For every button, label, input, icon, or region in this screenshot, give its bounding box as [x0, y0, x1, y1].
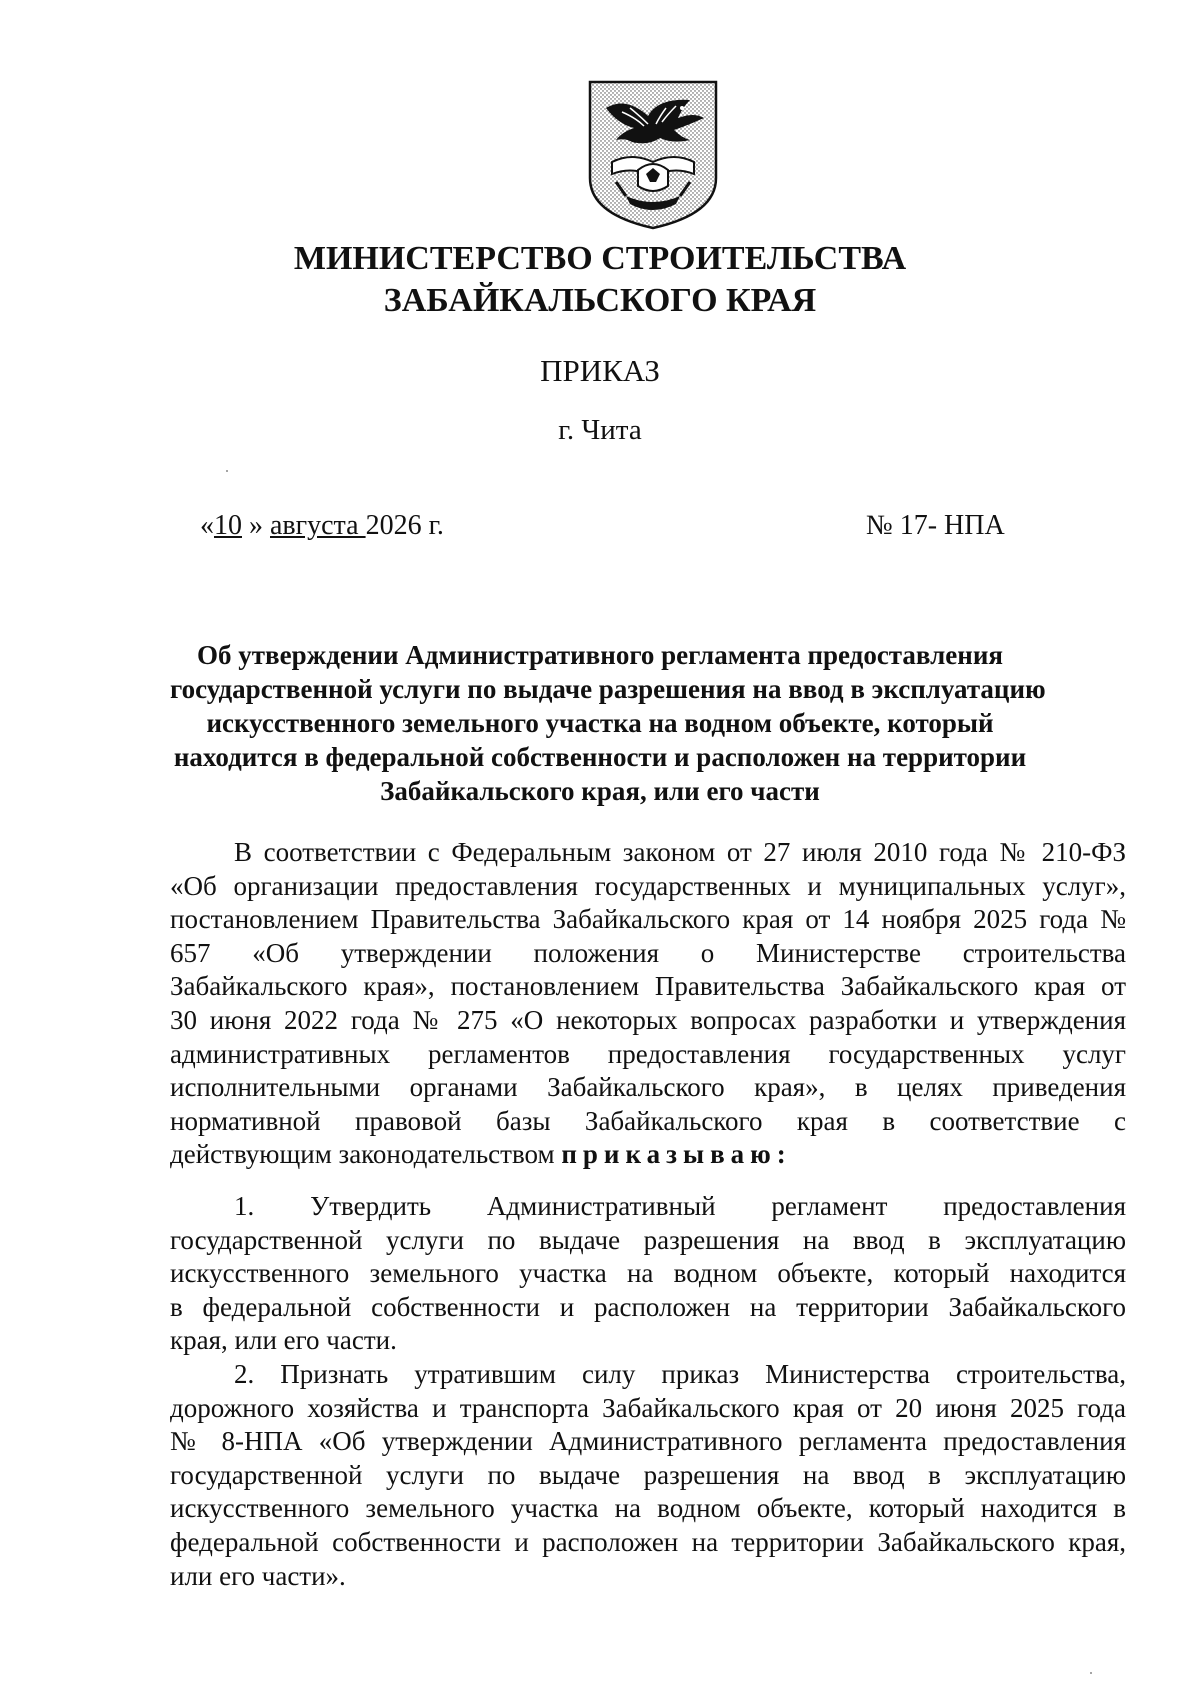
document-type-title: ПРИКАЗ [540, 353, 660, 388]
subject-line: Об утверждении Административного регламента предоставления [197, 640, 1003, 670]
preamble-paragraph [170, 836, 1126, 1172]
date-day: 10 [214, 510, 242, 541]
preamble-line: административных регламентов предоставления государственных услуг [170, 1038, 1126, 1069]
item-line: федеральной собственности и расположен на территории Забайкальского края, [170, 1526, 1126, 1557]
date-close-quote: » [242, 510, 270, 541]
date-year: 2026 г. [365, 510, 444, 541]
order-item-1 [170, 1190, 1126, 1358]
order-number: № 17- НПА [866, 510, 1005, 541]
preamble-line: В соответствии с Федеральным законом от 27 июля 2010 года № 210-ФЗ [234, 837, 1126, 867]
date-month: августа [270, 510, 366, 541]
preamble-line [170, 1138, 1126, 1172]
item-line: 2. Признать утратившим силу приказ Министерства строительства, [234, 1359, 1126, 1389]
item-line: или его части». [170, 1560, 346, 1591]
preamble-line: «Об организации предоставления государственных и муниципальных услуг», [170, 870, 1126, 901]
item-line: № 8-НПА «Об утверждении Административного регламента предоставления [170, 1426, 1126, 1457]
order-verb: приказываю: [561, 1139, 792, 1170]
item-line: искусственного земельного участка на водном объекте, который находится [170, 1258, 1126, 1289]
preamble-line: 30 июня 2022 года № 275 «О некоторых вопросах разработки и утверждения [170, 1004, 1126, 1035]
order-date [200, 508, 444, 544]
coat-of-arms-icon [586, 78, 720, 232]
item-line: края, или его части. [170, 1325, 397, 1356]
item-line: государственной услуги по выдаче разрешения на ввод в эксплуатацию [170, 1224, 1126, 1255]
preamble-line-text: действующим законодательством [170, 1139, 562, 1170]
city-name: г. Чита [558, 414, 642, 446]
ministry-name [0, 238, 1200, 322]
date-open-quote: « [200, 510, 214, 541]
subject-line: Забайкальского края, или его части [380, 776, 820, 806]
item-line: в федеральной собственности и расположен на территории Забайкальского [170, 1291, 1126, 1322]
scan-speck [1090, 1672, 1092, 1674]
preamble-line: постановлением Правительства Забайкальского края от 14 ноября 2025 года № [170, 904, 1126, 935]
item-line: государственной услуги по выдаче разрешения на ввод в эксплуатацию [170, 1459, 1126, 1490]
order-item-2 [170, 1358, 1126, 1593]
subject-line: искусственного земельного участка на водном объекте, который [206, 708, 994, 738]
item-line: 1. Утвердить Административный регламент предоставления [234, 1191, 1126, 1221]
preamble-line: Забайкальского края», постановлением Правительства Забайкальского края от [170, 971, 1126, 1002]
preamble-line: 657 «Об утверждении положения о Министерстве строительства [170, 937, 1126, 968]
preamble-line: нормативной правовой базы Забайкальского края в соответствие с [170, 1105, 1126, 1136]
ministry-name-line: ЗАБАЙКАЛЬСКОГО КРАЯ [383, 282, 817, 319]
subject-line: находится в федеральной собственности и расположен на территории [173, 742, 1027, 772]
preamble-line: исполнительными органами Забайкальского края», в целях приведения [170, 1072, 1126, 1103]
item-line: искусственного земельного участка на водном объекте, который находится в [170, 1493, 1126, 1524]
item-line: дорожного хозяйства и транспорта Забайкальского края от 20 июня 2025 года [170, 1392, 1126, 1423]
scan-speck [226, 470, 228, 472]
subject-line: государственной услуги по выдаче разрешения на ввод в эксплуатацию [170, 674, 1046, 704]
ministry-name-line: МИНИСТЕРСТВО СТРОИТЕЛЬСТВА [293, 240, 907, 277]
order-subject [170, 638, 1046, 808]
